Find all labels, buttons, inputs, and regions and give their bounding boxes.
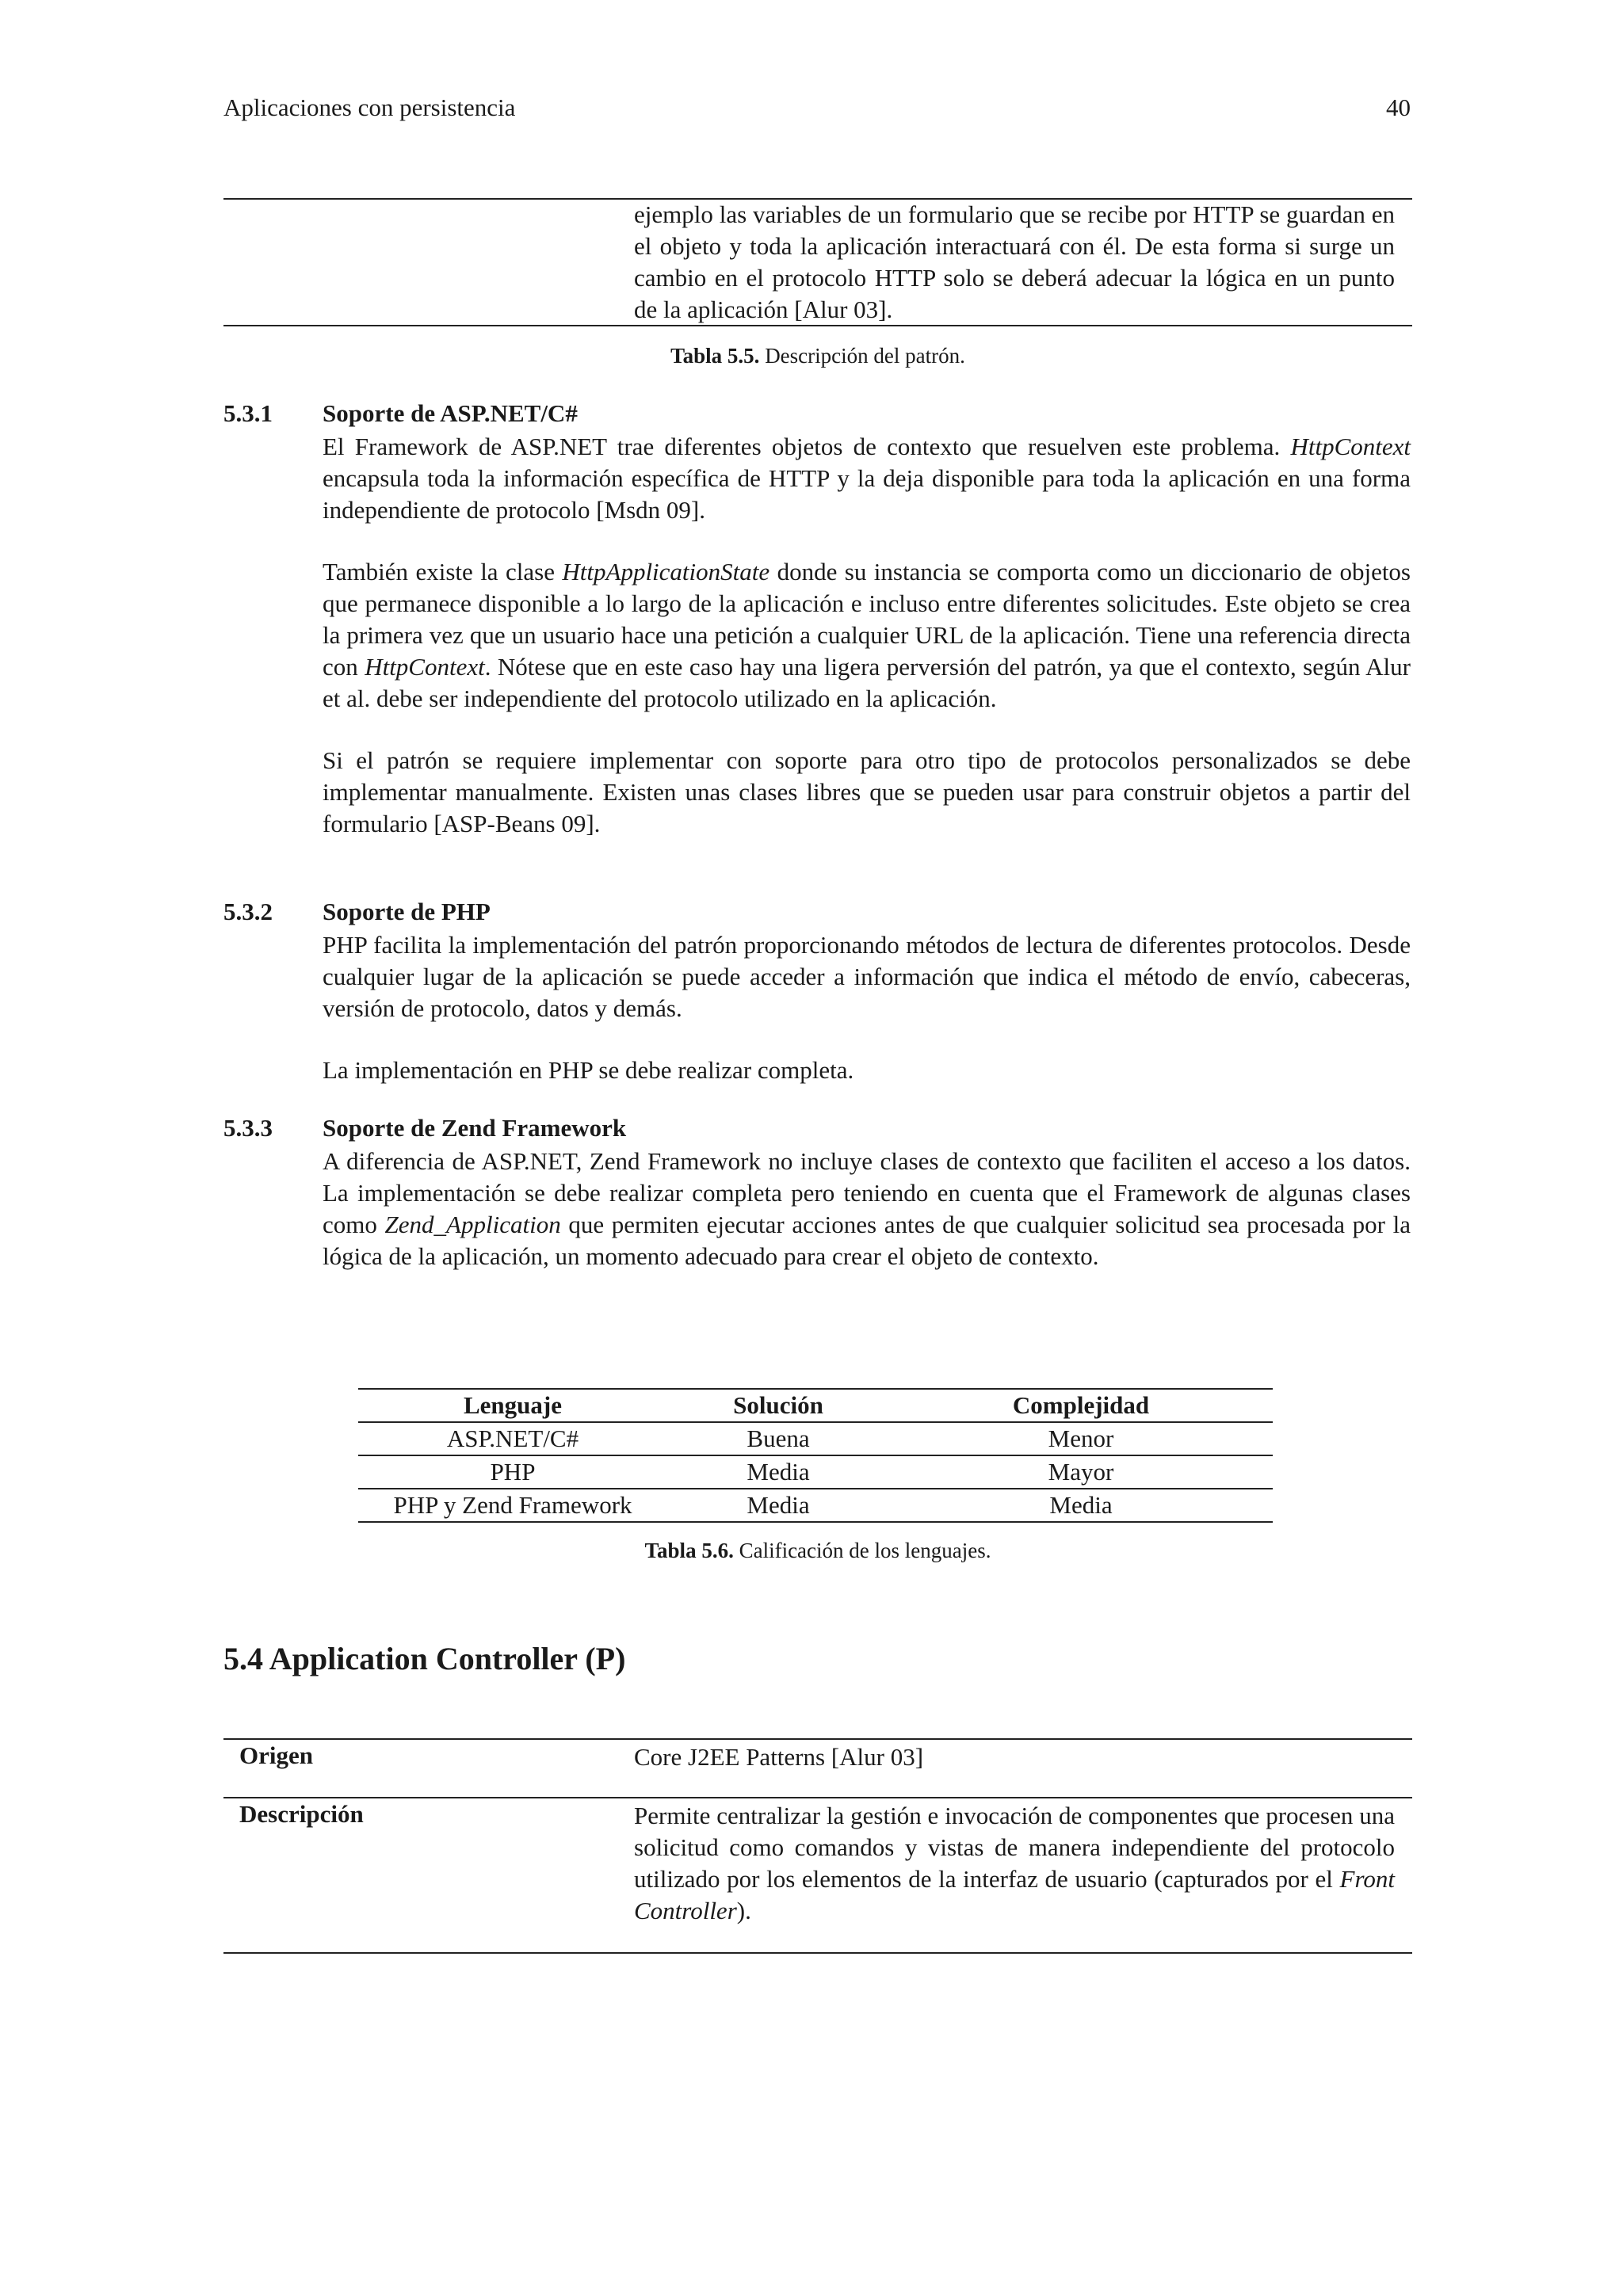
header-complejidad: Complejidad — [889, 1389, 1273, 1422]
paragraph: Si el patrón se requiere implementar con soporte para otro tipo de protocolos personalizados se debe implementar manualmente. Existen unas clases libres que se pueden usar para construir objetos a partir del formulario [ASP-Beans 09]. — [323, 746, 1411, 837]
section-5-3-1-number: 5.3.1 — [223, 399, 273, 427]
table-row — [358, 1455, 1273, 1489]
section-5-3-3-number: 5.3.3 — [223, 1114, 273, 1142]
section-5-3-3-title: Soporte de Zend Framework — [323, 1114, 627, 1142]
pattern-table-row-rule — [223, 1797, 1412, 1798]
table-5-5-bottom-rule — [223, 325, 1412, 326]
paragraph: El Framework de ASP.NET trae diferentes objetos de contexto que resuelven este problema. HttpContext encapsula toda la información específica de HTTP y la deja disponible para toda la aplicación en una forma independiente de protocolo [Msdn 09]. — [323, 433, 1411, 524]
caption-table-5-5 — [223, 344, 1412, 368]
section-5-3-2-title: Soporte de PHP — [323, 898, 491, 925]
cell-complejidad: Media — [889, 1489, 1273, 1522]
table-header-row — [358, 1389, 1273, 1422]
table-row — [358, 1422, 1273, 1455]
pattern-table-top-rule — [223, 1738, 1412, 1740]
section-5-3-1-body — [323, 431, 1411, 840]
cell-lenguaje: PHP — [358, 1455, 667, 1489]
paragraph: También existe la clase HttpApplicationState donde su instancia se comporta como un diccionario de objetos que permanece disponible a lo largo de la aplicación e incluso entre diferentes solicitudes. Este objeto se crea la primera vez que un usuario hace una petición a cualquier URL de la aplicación. Tiene una referencia directa con HttpContext. Nótese que en este caso hay una ligera perversión del patrón, ya que el contexto, según Alur et al. debe ser independiente del protocolo utilizado en la aplicación. — [323, 558, 1411, 712]
cell-solucion: Buena — [667, 1422, 889, 1455]
caption-text: Descripción del patrón. — [765, 344, 965, 368]
section-5-3-1-title: Soporte de ASP.NET/C# — [323, 399, 578, 427]
header-lenguaje: Lenguaje — [358, 1389, 667, 1422]
caption-label: Tabla 5.6. — [644, 1539, 734, 1562]
table-5-5-description-cell: ejemplo las variables de un formulario que se recibe por HTTP se guardan en el objeto y toda la aplicación interactuará con él. De esta forma si surge un cambio en el protocolo HTTP solo se deberá adecuar la lógica en un punto de la aplicación [Alur 03]. — [634, 200, 1395, 323]
section-5-4-heading: 5.4 Application Controller (P) — [223, 1641, 626, 1676]
paragraph: PHP facilita la implementación del patrón proporcionando métodos de lectura de diferentes protocolos. Desde cualquier lugar de la aplicación se puede acceder a información que indica el método de envío, cabeceras, versión de protocolo, datos y demás. — [323, 931, 1411, 1022]
cell-complejidad: Menor — [889, 1422, 1273, 1455]
cell-solucion: Media — [667, 1455, 889, 1489]
languages-table — [358, 1388, 1273, 1523]
table-row — [358, 1489, 1273, 1522]
origen-value: Core J2EE Patterns [Alur 03] — [634, 1743, 924, 1771]
cell-solucion: Media — [667, 1489, 889, 1522]
origen-label: Origen — [239, 1741, 313, 1769]
descripcion-label: Descripción — [239, 1800, 364, 1828]
section-5-3-3-body — [323, 1146, 1411, 1272]
caption-table-5-6 — [223, 1539, 1412, 1563]
paragraph: A diferencia de ASP.NET, Zend Framework no incluye clases de contexto que faciliten el acceso a los datos. La implementación se debe realizar completa pero teniendo en cuenta que el Framework de algunas clases como Zend_Application que permiten ejecutar acciones antes de que cualquier solicitud sea procesada por la lógica de la aplicación, un momento adecuado para crear el objeto de contexto. — [323, 1147, 1411, 1270]
paragraph: La implementación en PHP se debe realizar completa. — [323, 1056, 854, 1084]
caption-text: Calificación de los lenguajes. — [739, 1539, 991, 1562]
pattern-table-bottom-rule — [223, 1952, 1412, 1954]
header-solucion: Solución — [667, 1389, 889, 1422]
caption-label: Tabla 5.5. — [670, 344, 760, 368]
descripcion-value: Permite centralizar la gestión e invocación de componentes que procesen una solicitud como comandos y vistas de manera independiente del protocolo utilizado por los elementos de la interfaz de usuario (capturados por el Front Controller). — [634, 1802, 1396, 1924]
page-number: 40 — [1386, 93, 1411, 121]
cell-lenguaje: ASP.NET/C# — [358, 1422, 667, 1455]
running-header-title: Aplicaciones con persistencia — [223, 93, 516, 121]
cell-lenguaje: PHP y Zend Framework — [358, 1489, 667, 1522]
section-5-3-2-number: 5.3.2 — [223, 898, 273, 925]
cell-complejidad: Mayor — [889, 1455, 1273, 1489]
section-5-3-2-body — [323, 929, 1411, 1086]
